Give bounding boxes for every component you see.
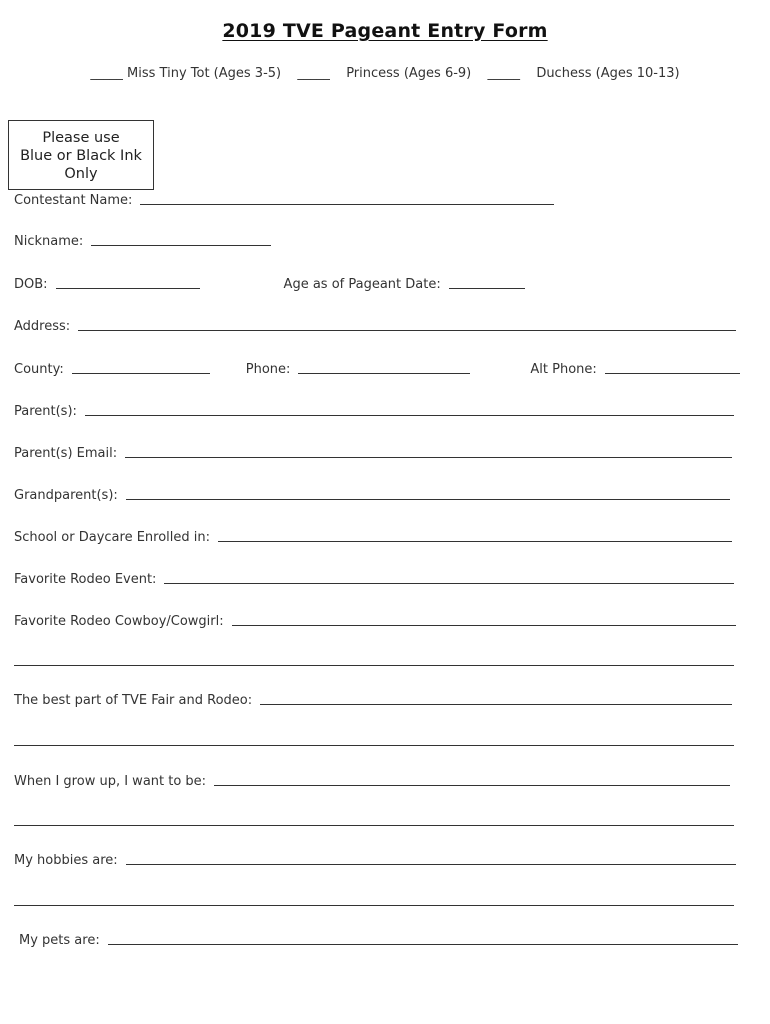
ink-notice-line1: Please use <box>42 130 120 146</box>
grandparents-field[interactable] <box>126 498 730 500</box>
phone-label: Phone: <box>245 362 291 377</box>
age-label: Age as of Pageant Date: <box>283 277 441 292</box>
address-field[interactable] <box>78 329 736 331</box>
grow-up-field[interactable] <box>214 784 730 786</box>
rodeo-cowboy-label: Favorite Rodeo Cowboy/Cowgirl: <box>14 614 224 629</box>
form-title: 2019 TVE Pageant Entry Form <box>222 20 548 42</box>
alt-phone-field[interactable] <box>605 372 740 374</box>
rodeo-cowboy-field[interactable] <box>232 624 736 626</box>
contestant-name-field[interactable] <box>140 203 554 205</box>
rodeo-cowboy-row <box>14 614 736 629</box>
parents-email-label: Parent(s) Email: <box>14 446 118 461</box>
county-phone-row <box>14 362 740 377</box>
dob-label: DOB: <box>14 277 48 292</box>
school-label: School or Daycare Enrolled in: <box>14 530 210 545</box>
grow-up-label: When I grow up, I want to be: <box>14 774 207 789</box>
phone-field[interactable] <box>298 372 470 374</box>
dob-row <box>14 277 525 292</box>
duchess-label: Duchess (Ages 10-13) <box>536 66 680 81</box>
nickname-row <box>14 234 271 249</box>
rodeo-cowboy-continuation-line[interactable] <box>14 664 734 666</box>
hobbies-label: My hobbies are: <box>14 853 118 868</box>
category-selection <box>0 66 770 81</box>
contestant-name-row <box>14 193 554 208</box>
tiny-tot-label: Miss Tiny Tot (Ages 3-5) <box>127 66 282 81</box>
nickname-field[interactable] <box>91 244 271 246</box>
parents-email-field[interactable] <box>125 456 732 458</box>
dob-field[interactable] <box>56 287 200 289</box>
rodeo-event-row <box>14 572 734 587</box>
parents-field[interactable] <box>85 414 734 416</box>
tiny-tot-blank[interactable]: _____ <box>90 66 123 81</box>
county-field[interactable] <box>72 372 210 374</box>
address-row <box>14 319 736 334</box>
hobbies-field[interactable] <box>126 863 736 865</box>
alt-phone-label: Alt Phone: <box>530 362 597 377</box>
county-label: County: <box>14 362 64 377</box>
school-row <box>14 530 732 545</box>
parents-email-row <box>14 446 732 461</box>
ink-notice-line3: Only <box>64 166 98 182</box>
princess-blank[interactable]: _____ <box>297 66 330 81</box>
grandparents-label: Grandparent(s): <box>14 488 118 503</box>
pets-field[interactable] <box>108 943 738 945</box>
ink-notice-line2: Blue or Black Ink <box>20 148 142 164</box>
parents-row <box>14 404 734 419</box>
best-part-continuation-line[interactable] <box>14 744 734 746</box>
rodeo-event-label: Favorite Rodeo Event: <box>14 572 157 587</box>
ink-notice-box <box>8 120 154 190</box>
hobbies-row <box>14 853 736 868</box>
address-label: Address: <box>14 319 71 334</box>
pets-row <box>19 933 738 948</box>
parents-label: Parent(s): <box>14 404 77 419</box>
nickname-label: Nickname: <box>14 234 84 249</box>
best-part-label: The best part of TVE Fair and Rodeo: <box>14 693 253 708</box>
contestant-name-label: Contestant Name: <box>14 193 133 208</box>
school-field[interactable] <box>218 540 732 542</box>
duchess-blank[interactable]: _____ <box>487 66 521 81</box>
rodeo-event-field[interactable] <box>164 582 734 584</box>
age-field[interactable] <box>449 287 525 289</box>
pets-label: My pets are: <box>19 933 100 948</box>
grandparents-row <box>14 488 730 503</box>
hobbies-continuation-line[interactable] <box>14 904 734 906</box>
best-part-row <box>14 693 732 708</box>
princess-label: Princess (Ages 6-9) <box>346 66 472 81</box>
best-part-field[interactable] <box>260 703 732 705</box>
grow-up-continuation-line[interactable] <box>14 824 734 826</box>
grow-up-row <box>14 774 730 789</box>
